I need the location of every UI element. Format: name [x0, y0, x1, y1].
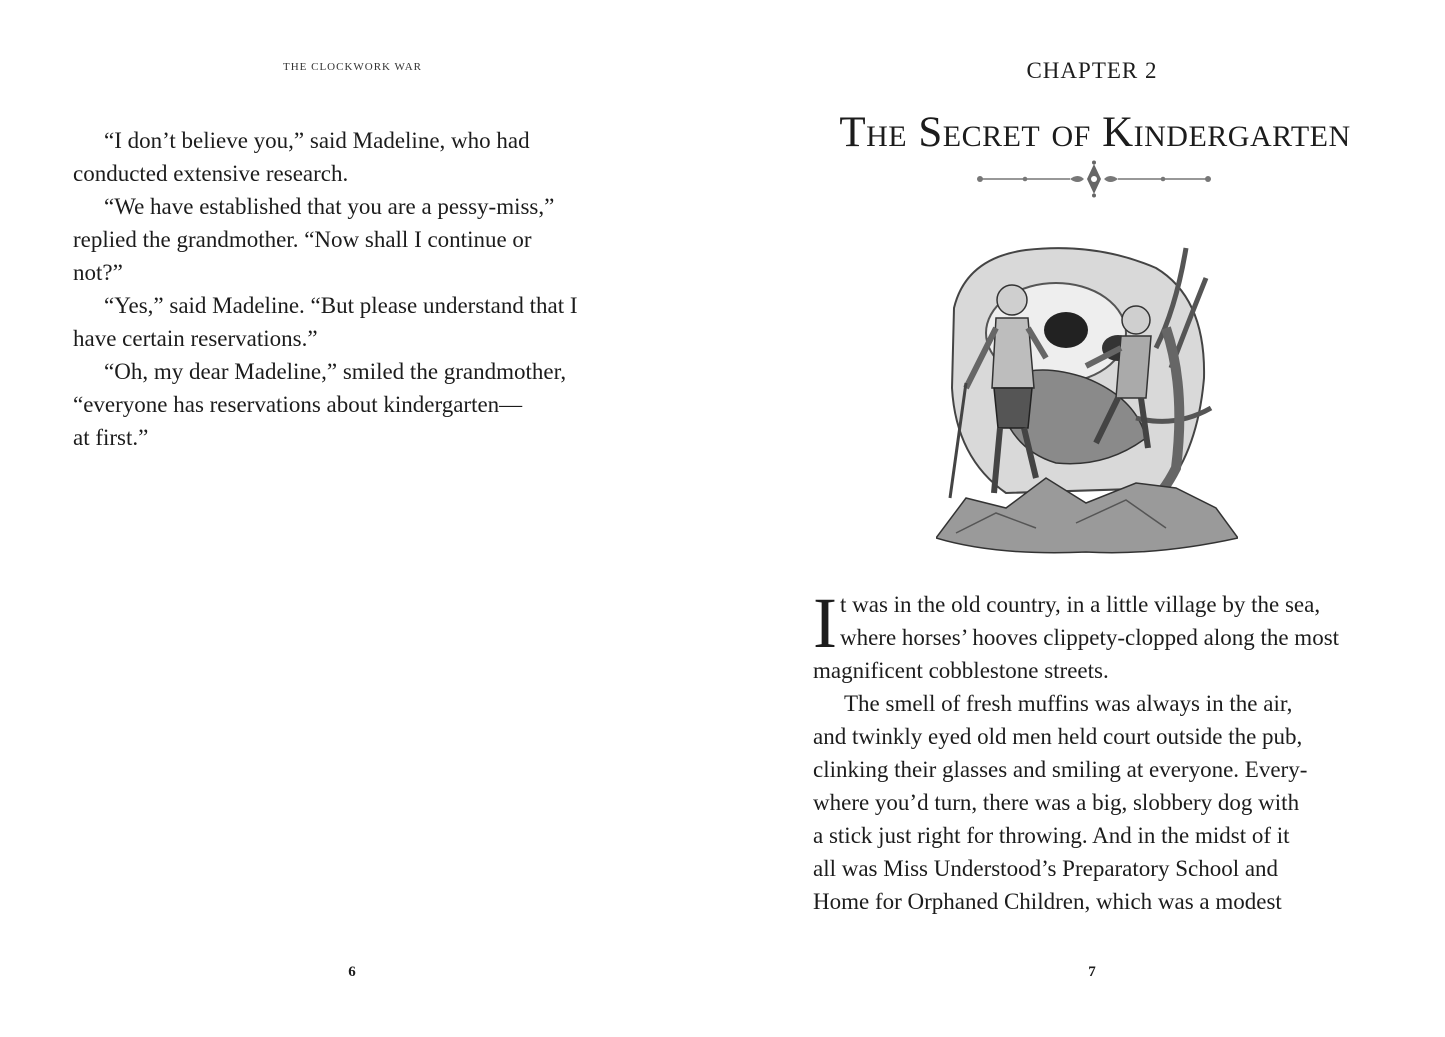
- drop-cap: I: [813, 583, 837, 663]
- chapter-title: The Secret of Kindergarten: [839, 109, 1351, 156]
- chapter-label: CHAPTER 2: [1026, 58, 1158, 83]
- paragraph: “Oh, my dear Madeline,” smiled the grandmother, “everyone has reservations about kindergarten— at first.”: [73, 359, 567, 450]
- left-body-text: [73, 124, 633, 454]
- page-number-right: 7: [1088, 964, 1096, 980]
- page-number-left: 6: [348, 964, 356, 980]
- right-page: [722, 0, 1445, 1037]
- paragraph: The smell of fresh muffins was always in the air, and twinkly eyed old men held court outside the pub, clinking their glasses and smiling at everyone. Every- where you’d turn, there was a big, slobbery dog with a stick just right for throwing. And in the midst of it all was Miss Understood’s Preparatory School and Home for Orphaned Children, which was a modest: [813, 691, 1308, 914]
- flourish-divider-icon: [970, 160, 1218, 198]
- paragraph: “Yes,” said Madeline. “But please understand that I have certain reservations.”: [73, 293, 578, 351]
- left-page: [0, 0, 720, 1037]
- paragraph: “I don’t believe you,” said Madeline, who had conducted extensive research.: [73, 128, 530, 186]
- running-head: THE CLOCKWORK WAR: [282, 61, 422, 73]
- boys-at-skull-rock-illustration: [936, 238, 1238, 556]
- right-body-text: [813, 583, 1373, 918]
- opening-paragraph-text: t was in the old country, in a little village by the sea, where horses’ hooves clippety-clopped along the most magnificent cobblestone streets.: [813, 592, 1340, 683]
- opening-paragraph: [813, 583, 1373, 687]
- paragraph: “We have established that you are a pessy-miss,” replied the grandmother. “Now shall I continue or not?”: [73, 194, 555, 285]
